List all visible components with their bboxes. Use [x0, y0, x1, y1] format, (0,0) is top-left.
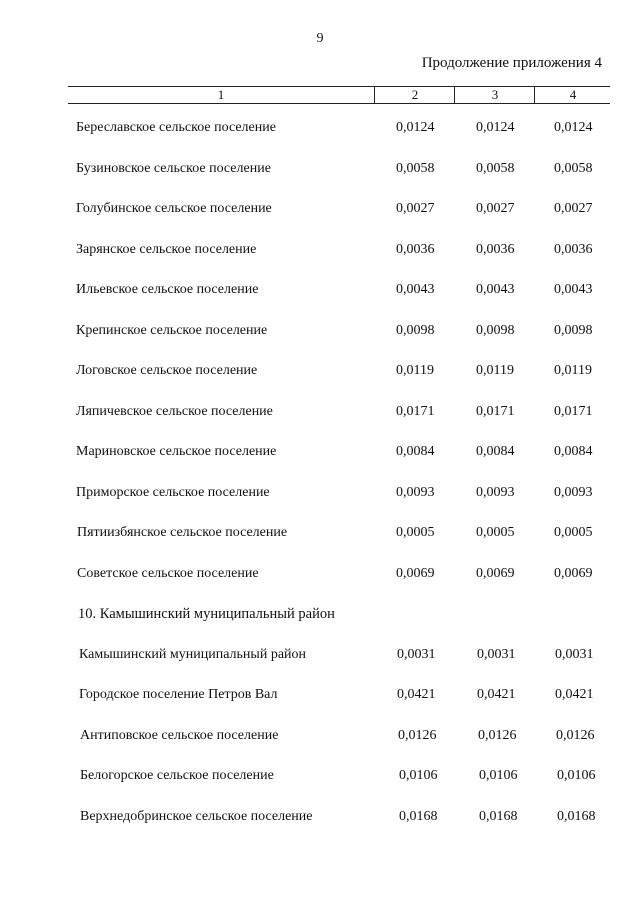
- settlement-name: Голубинское сельское поселение: [76, 201, 272, 216]
- table-row: [0, 201, 640, 225]
- continuation-label: Продолжение приложения 4: [421, 55, 602, 71]
- value-col-4: 0,0005: [554, 525, 593, 540]
- value-col-3: 0,0005: [476, 525, 515, 540]
- settlement-name: Приморское сельское поселение: [76, 485, 270, 500]
- value-col-2: 0,0093: [396, 485, 435, 500]
- value-col-3: 0,0421: [477, 687, 516, 702]
- value-col-2: 0,0119: [396, 363, 434, 378]
- header-col-1: 1: [217, 87, 225, 102]
- value-col-4: 0,0069: [554, 566, 593, 581]
- value-col-3: 0,0171: [476, 404, 515, 419]
- settlement-name: Пятиизбянское сельское поселение: [77, 525, 288, 540]
- value-col-3: 0,0069: [476, 566, 515, 581]
- table-row: [0, 323, 640, 347]
- settlement-name: Бузиновское сельское поселение: [76, 161, 271, 176]
- value-col-4: 0,0171: [554, 404, 593, 419]
- value-col-2: 0,0106: [399, 768, 438, 783]
- value-col-2: 0,0069: [396, 566, 435, 581]
- table-row: [0, 444, 640, 468]
- table-row: [0, 242, 640, 266]
- value-col-2: 0,0058: [396, 161, 435, 176]
- settlement-name: Ильевское сельское поселение: [76, 282, 259, 297]
- table-row: [0, 566, 640, 590]
- settlement-name: Антиповское сельское поселение: [80, 728, 279, 743]
- table-row: [0, 809, 640, 833]
- value-col-2: 0,0027: [396, 201, 435, 216]
- value-col-3: 0,0126: [478, 728, 517, 743]
- value-col-4: 0,0036: [554, 242, 593, 257]
- settlement-name: Крепинское сельское поселение: [76, 323, 268, 338]
- header-col-2: 2: [374, 87, 455, 103]
- settlement-name: Зарянское сельское поселение: [76, 242, 257, 257]
- value-col-3: 0,0036: [476, 242, 515, 257]
- table-row: [0, 404, 640, 428]
- value-col-2: 0,0171: [396, 404, 435, 419]
- table-row: [0, 687, 640, 711]
- value-col-2: 0,0124: [396, 120, 435, 135]
- settlement-name: Мариновское сельское поселение: [76, 444, 277, 459]
- value-col-2: 0,0168: [399, 809, 438, 824]
- value-col-3: 0,0093: [476, 485, 515, 500]
- value-col-3: 0,0031: [477, 647, 516, 662]
- settlement-name: Советское сельское поселение: [77, 566, 259, 581]
- table-row: [0, 768, 640, 792]
- value-col-4: 0,0098: [554, 323, 593, 338]
- value-col-4: 0,0043: [554, 282, 593, 297]
- value-col-3: 0,0084: [476, 444, 515, 459]
- value-col-2: 0,0098: [396, 323, 435, 338]
- value-col-3: 0,0119: [476, 363, 514, 378]
- table-row: [0, 120, 640, 144]
- value-col-4: 0,0168: [557, 809, 596, 824]
- value-col-4: 0,0126: [556, 728, 595, 743]
- value-col-2: 0,0036: [396, 242, 435, 257]
- value-col-4: 0,0031: [555, 647, 594, 662]
- value-col-2: 0,0421: [397, 687, 436, 702]
- value-col-4: 0,0027: [554, 201, 593, 216]
- header-col-4: 4: [534, 87, 611, 103]
- value-col-4: 0,0421: [555, 687, 594, 702]
- value-col-4: 0,0058: [554, 161, 593, 176]
- value-col-3: 0,0043: [476, 282, 515, 297]
- value-col-3: 0,0027: [476, 201, 515, 216]
- table-row: [0, 363, 640, 387]
- settlement-name: Городское поселение Петров Вал: [79, 687, 278, 702]
- value-col-3: 0,0106: [479, 768, 518, 783]
- value-col-2: 0,0043: [396, 282, 435, 297]
- value-col-4: 0,0093: [554, 485, 593, 500]
- settlement-name: Верхнедобринское сельское поселение: [80, 809, 313, 824]
- value-col-4: 0,0084: [554, 444, 593, 459]
- table-row: [0, 728, 640, 752]
- table-row: [0, 282, 640, 306]
- page-number: 9: [316, 31, 324, 46]
- section-heading: 10. Камышинский муниципальный район: [78, 606, 335, 622]
- settlement-name: Ляпичевское сельское поселение: [76, 404, 273, 419]
- value-col-4: 0,0124: [554, 120, 593, 135]
- value-col-2: 0,0005: [396, 525, 435, 540]
- settlement-name: Береславское сельское поселение: [76, 120, 276, 135]
- settlement-name: Камышинский муниципальный район: [79, 647, 307, 662]
- section-heading-row: [0, 606, 640, 630]
- value-col-3: 0,0098: [476, 323, 515, 338]
- value-col-4: 0,0106: [557, 768, 596, 783]
- value-col-2: 0,0126: [398, 728, 437, 743]
- value-col-3: 0,0124: [476, 120, 515, 135]
- value-col-3: 0,0058: [476, 161, 515, 176]
- table-row: [0, 485, 640, 509]
- header-col-3: 3: [454, 87, 535, 103]
- value-col-3: 0,0168: [479, 809, 518, 824]
- table-row: [0, 161, 640, 185]
- value-col-4: 0,0119: [554, 363, 592, 378]
- settlement-name: Белогорское сельское поселение: [80, 768, 274, 783]
- value-col-2: 0,0031: [397, 647, 436, 662]
- table-row: [0, 647, 640, 671]
- table-header: [68, 86, 610, 104]
- settlement-name: Логовское сельское поселение: [76, 363, 258, 378]
- value-col-2: 0,0084: [396, 444, 435, 459]
- table-row: [0, 525, 640, 549]
